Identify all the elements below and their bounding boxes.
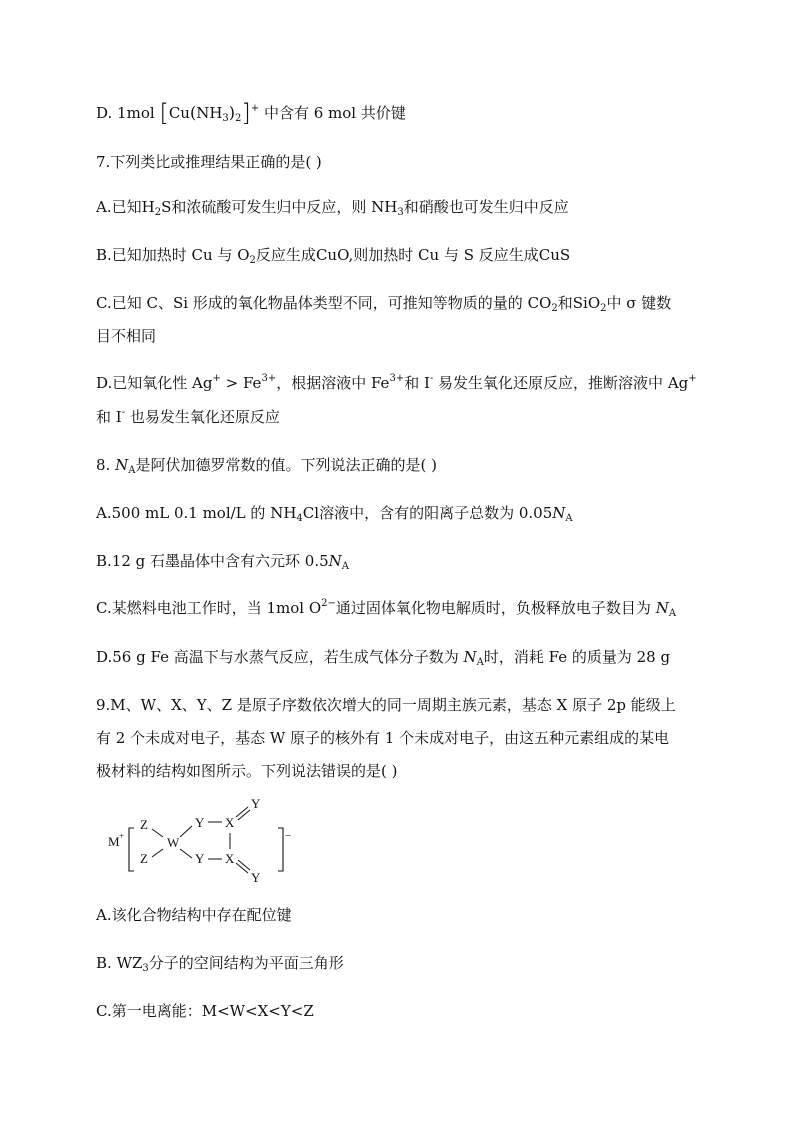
q8-option-b: B.12 g 石墨晶体中含有六元环 $0.5N_A$ (96, 552, 350, 572)
q9-option-b: B. $WZ_3$分子的空间结构为平面三角形 (96, 954, 344, 974)
q7-option-c-line2: 目不相同 (96, 327, 157, 345)
bond-w-y-bottom (180, 849, 192, 858)
structure-diagram (96, 795, 316, 890)
bond-z-w-bottom (152, 849, 163, 857)
atom-x-top: X (225, 815, 235, 830)
atom-x-bottom: X (225, 851, 235, 866)
left-bracket (129, 828, 134, 871)
q9-option-a: A.该化合物结构中存在配位键 (96, 906, 292, 924)
cation-m: M (108, 834, 120, 849)
q9-option-c: C.第一电离能：M<W<X<Y<Z (96, 1002, 314, 1020)
q8-option-d: D.56 g Fe 高温下与水蒸气反应，若生成气体分子数为 $N_A$时，消耗 Fe 的质量为 28 g (96, 648, 671, 668)
q9-stem-line2: 有 2 个未成对电子，基态 W 原子的核外有 1 个未成对电子，由这五种元素组成的某电 (96, 729, 670, 747)
atom-z-top: Z (140, 817, 148, 832)
q7-option-b: B.已知加热时 Cu 与 $O_2$反应生成CuO,则加热时 Cu 与 S 反应生成CuS (96, 246, 571, 266)
double-bond-top-b (238, 810, 250, 820)
atom-y-top-right: Y (251, 796, 261, 811)
right-bracket (278, 828, 283, 871)
anion-charge: − (285, 830, 292, 842)
atom-y-bottom-right: Y (251, 870, 261, 885)
bond-z-w-top (152, 829, 163, 837)
bond-w-y-top (180, 826, 192, 837)
q8-stem: 8. $N_A$是阿伏加德罗常数的值。下列说法正确的是( ) (96, 456, 437, 476)
option-d-prev: D. 1mol $[Cu(NH_3)_2]^+$ 中含有 6 mol 共价键 (96, 99, 406, 127)
q9-stem-line1: 9.M、W、X、Y、Z 是原子序数依次增大的同一周期主族元素，基态 X 原子 2p 能级上 (96, 696, 676, 714)
atom-y-bottom: Y (195, 851, 205, 866)
q8-option-c: C.某燃料电池工作时，当 1mol $O^{2-}$通过固体氧化物电解质时，负极释放电子数目为 $N_A$ (96, 598, 677, 619)
q7-option-d-line2: 和 I- 也易发生氧化还原反应 (96, 407, 280, 426)
q9-stem-line3: 极材料的结构如图所示。下列说法错误的是( ) (96, 762, 398, 780)
atom-y-top: Y (195, 815, 205, 830)
atom-z-bottom: Z (140, 851, 148, 866)
q7-option-a: A.已知$H_2S$和浓硫酸可发生归中反应，则 $NH_3$和硝酸也可发生归中反应 (96, 198, 569, 218)
atom-w: W (167, 835, 180, 850)
q7-stem: 7.下列类比或推理结果正确的是( ) (96, 153, 322, 171)
double-bond-bottom-b (238, 860, 250, 870)
q8-option-a: A.500 mL 0.1 mol/L 的 $NH_4Cl$溶液中，含有的阳离子总数为 $0.05N_A$ (96, 504, 573, 524)
q7-option-c: C.已知 C、Si 形成的氧化物晶体类型不同，可推知等物质的量的 $CO_2$和SiO$_2$中 σ 键数 (96, 294, 672, 314)
cation-charge: + (119, 831, 125, 841)
q7-option-d: D.已知氧化性 $Ag^+ > Fe^{3+}$，根据溶液中 $Fe^{3+}$和 I- 易发生氧化还原反应，推断溶液中 Ag+ (96, 373, 697, 392)
double-bond-top-a (236, 807, 248, 817)
double-bond-bottom-a (236, 863, 248, 873)
